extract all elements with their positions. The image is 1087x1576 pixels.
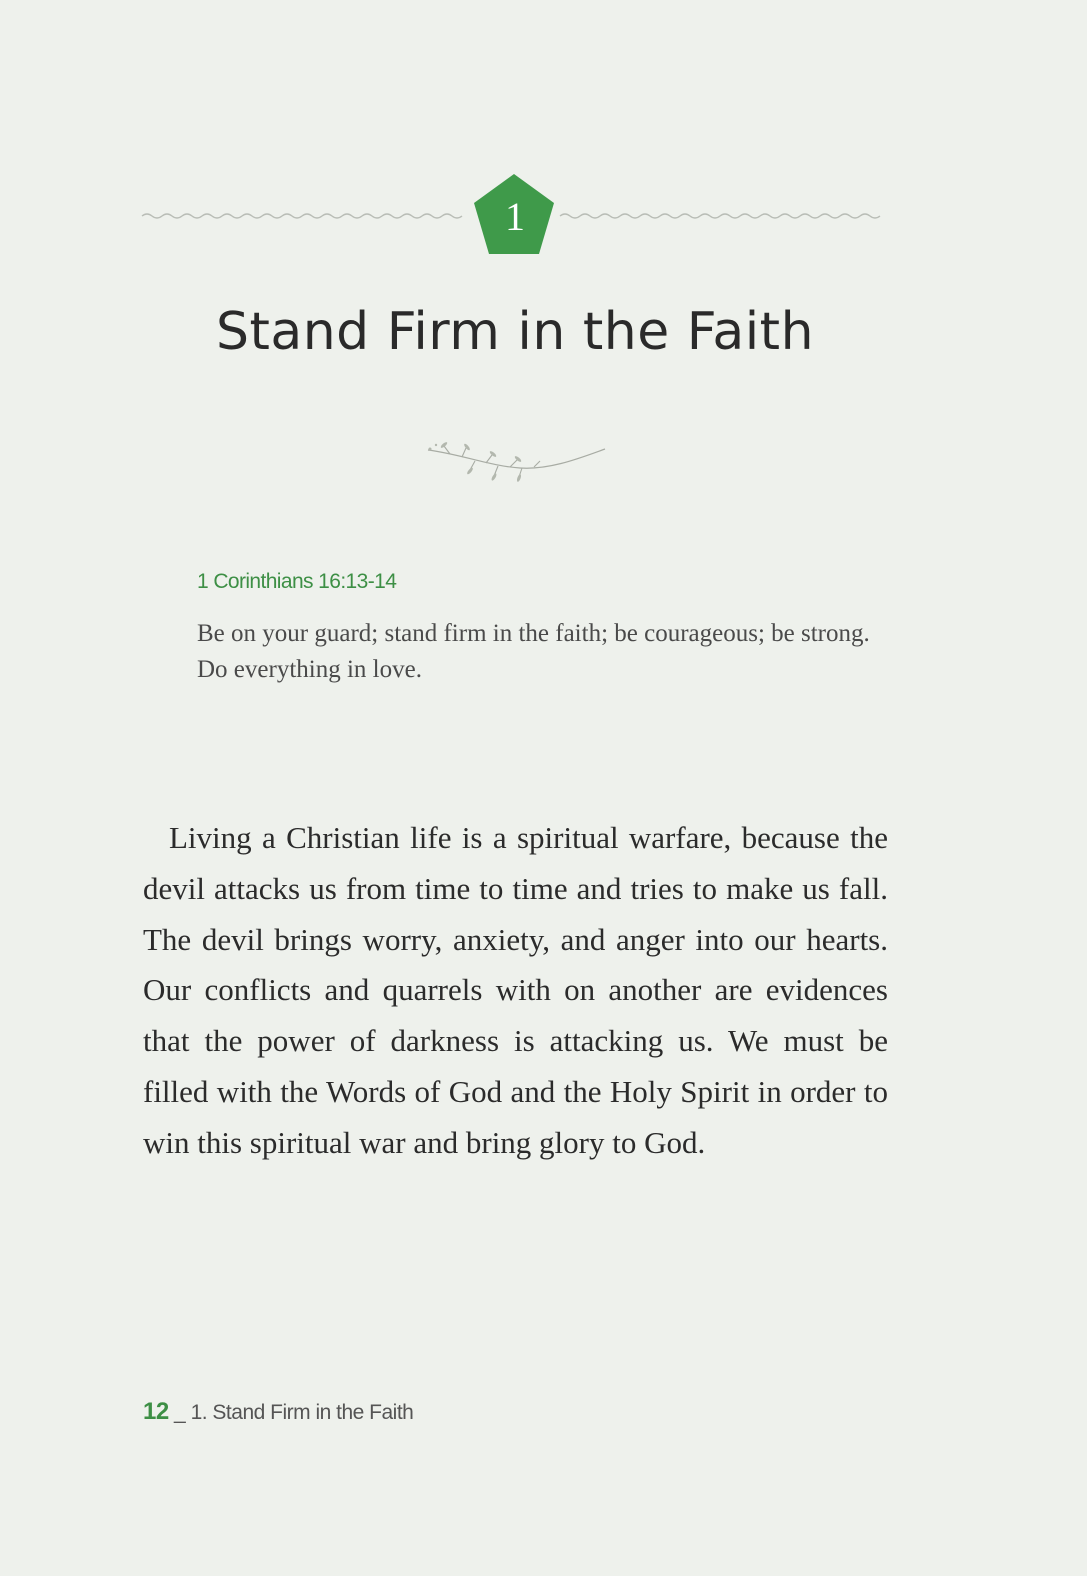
page-number: 12 [143, 1398, 169, 1425]
running-title: 1. Stand Firm in the Faith [190, 1401, 414, 1424]
verse-text: Be on your guard; stand firm in the faith; be courageous; be strong. Do everything in love. [197, 620, 870, 683]
chapter-number: 1 [505, 194, 525, 239]
chapter-title: Stand Firm in the Faith [215, 302, 815, 362]
body-paragraph: Living a Christian life is a spiritual warfare, because the devil attacks us from time to time and tries to make us fall. The devil brings worry, anxiety, and anger into our hearts. Our conflicts and quarrels with on another are evidences that the power of darkness is attacking us. We must be filled with the Words of God and the Holy Spirit in order to win this spiritual war and bring glory to God. [143, 820, 888, 1160]
footer-separator: _ [174, 1401, 186, 1424]
verse-reference: 1 Corinthians 16:13-14 [197, 570, 397, 593]
page-footer [143, 1398, 413, 1426]
chapter-header [140, 174, 890, 256]
leaf-sprig-icon [420, 436, 610, 486]
